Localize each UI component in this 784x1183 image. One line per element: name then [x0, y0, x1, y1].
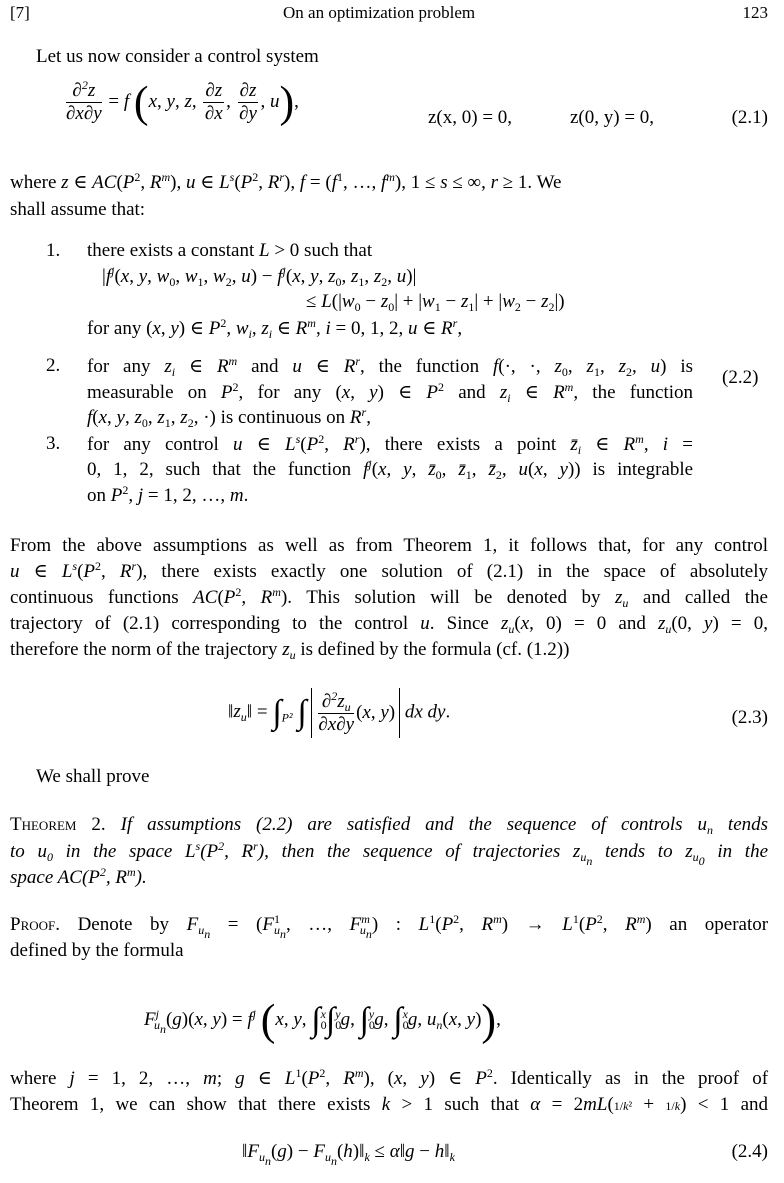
assumptions-label-2-2: (2.2)	[722, 367, 759, 388]
paragraph-line-4: trajectory of (2.1) corresponding to the control u. Since $z_u(x$, 0) = 0 and $z_u(0$, y) = 0,	[10, 613, 768, 636]
assumption-3-line-3: on $P^2$, j = 1, 2, …, m.	[87, 483, 249, 506]
assumption-2-line-3: f(x, y, $z_0$, $z_1$, $z_2$, ·) is continuous on $R^r$,	[87, 405, 371, 430]
assumption-3-number: 3.	[46, 433, 61, 454]
where-j-line-2: Theorem 1, we can show that there exists k > 1 such that α = 2mL(1/k² + 1/k) < 1 and	[10, 1094, 769, 1115]
equation-operator-F: $F^j_{u_n}(g)(x$, $y) = f^j$ (x, y, $\int_0^x\int_0^yg$, $\int_0^yg$, $\int_0^xg$, $u_n(x$, y)),	[144, 995, 501, 1045]
paragraph-line-3: continuous functions $AC(P^2$, $R^m$). This solution will be denoted by $z_u$ and called the	[10, 585, 768, 610]
assumption-2-line-2: measurable on $P^2$, for any (x, y) ∈ $P^2$ and $z_i$ ∈ $R^m$, the function	[87, 380, 694, 405]
equation-label-2-3: (2.3)	[731, 707, 768, 728]
proof-heading: Proof.	[10, 914, 60, 935]
assumption-2-line-1: for any $z_i$ ∈ $R^m$ and u ∈ $R^r$, the function f(·, ·, $z_0$, $z_1$, $z_2$, u) is	[87, 354, 694, 379]
where-j-line-1: where j = 1, 2, …, m; g ∈ $L^1(P^2$, $R^m$), (x, y) ∈ $P^2$. Identically as in the proof of	[10, 1066, 769, 1089]
paragraph-line-5: therefore the norm of the trajectory $z_u$ is defined by the formula (cf. (1.2))	[10, 639, 570, 662]
we-shall-prove: We shall prove	[36, 766, 150, 787]
assumption-1-line-4: for any (x, y) ∈ $P^2$, $w_i$, $z_i$ ∈ $R^m$, i = 0, 1, 2, u ∈ $R^r$,	[87, 316, 463, 341]
equation-2-1: $\frac{\partial^2z}{\partial x\partial y}$ = f (x, y, z, $\frac{\partial z}{\partial x}$ , $\frac{\partial z}{\partial y}$ , u),	[66, 77, 299, 127]
assumption-3-line-2: 0, 1, 2, such that the function $f^j(x$, y, $z̄_0$, $z̄_1$, $z̄_2$, u(x, y)) is integrable	[87, 457, 694, 482]
proof-line-1: Proof. Denote by $F_{u_n} = (F^1_{u_n}$, …, $F^m_{u_n}$) : $L^1(P^2$, $R^m) \to L^1(P^2$, $R^m$) an operator	[10, 912, 769, 941]
where-line-1: where z ∈ $AC(P^2$, $R^m$), u ∈ $L^s(P^2$, $R^r$), $f = (f^1$, …, $f^m$), 1 ≤ s ≤ ∞, r ≥ 1. We	[10, 170, 562, 193]
equation-label-2-4: (2.4)	[731, 1141, 768, 1162]
assumption-1-line-1: there exists a constant L > 0 such that	[87, 240, 373, 261]
equation-label-2-1: (2.1)	[731, 107, 768, 128]
theorem-2-line-3: space $AC(P^2$, $R^m$).	[10, 865, 147, 888]
theorem-2-line-1: Theorem 2. If assumptions (2.2) are satisfied and the sequence of controls $u_n$ tends	[10, 814, 769, 837]
assumption-1-inequality: $|f^j(x$, y, $w_0$, $w_1$, $w_2$, $u) - f^j(x$, y, $z_0$, $z_1$, $z_2$, u)|	[102, 264, 417, 289]
equation-2-4: $‖F_{u_n}(g)$ − $F_{u_n}(h)‖_k$ ≤ α‖g − $h‖_k$	[242, 1141, 455, 1168]
where-line-2: shall assume that:	[10, 199, 146, 220]
assumption-1-bound: ≤ $L(|w_0 - z_0| + |w_1 - z_1| + |w_2 - z_2|)$	[306, 291, 565, 314]
paragraph-line-1: From the above assumptions as well as from Theorem 1, it follows that, for any control	[10, 535, 768, 556]
assumption-1-number: 1.	[46, 240, 61, 261]
equation-2-3: $‖z_u‖ = \int_{P^2}$ ∫ $\frac{\partial^2z_u}{\partial x\partial y}$ (x, y) dx dy.	[228, 688, 450, 748]
theorem-heading: Theorem 2.	[10, 814, 106, 835]
boundary-condition-y: z(0, y) = 0,	[570, 107, 655, 128]
intro-sentence: Let us now consider a control system	[36, 46, 319, 67]
proof-line-2: defined by the formula	[10, 940, 184, 961]
pde-lhs-fraction: $\frac{\partial^2z}{\partial x\partial y}$	[66, 78, 102, 124]
section-number: [7]	[10, 3, 30, 22]
boundary-condition-x: z(x, 0) = 0,	[428, 107, 513, 128]
assumption-3-line-1: for any control u ∈ $L^s(P^2$, $R^r$), there exists a point $z̄_i$ ∈ $R^m$, i =	[87, 432, 694, 457]
running-title: On an optimization problem	[283, 3, 476, 22]
theorem-2-line-2: to $u_0$ in the space $L^s(P^2$, $R^r$), then the sequence of trajectories $z_{u_n}$ tends to $z_{u_0}$ in the	[10, 839, 769, 868]
page-number: 123	[742, 3, 768, 22]
paragraph-line-2: u ∈ $L^s(P^2$, $R^r$), there exists exactly one solution of (2.1) in the space of absolutely	[10, 559, 768, 582]
assumption-2-number: 2.	[46, 355, 61, 376]
